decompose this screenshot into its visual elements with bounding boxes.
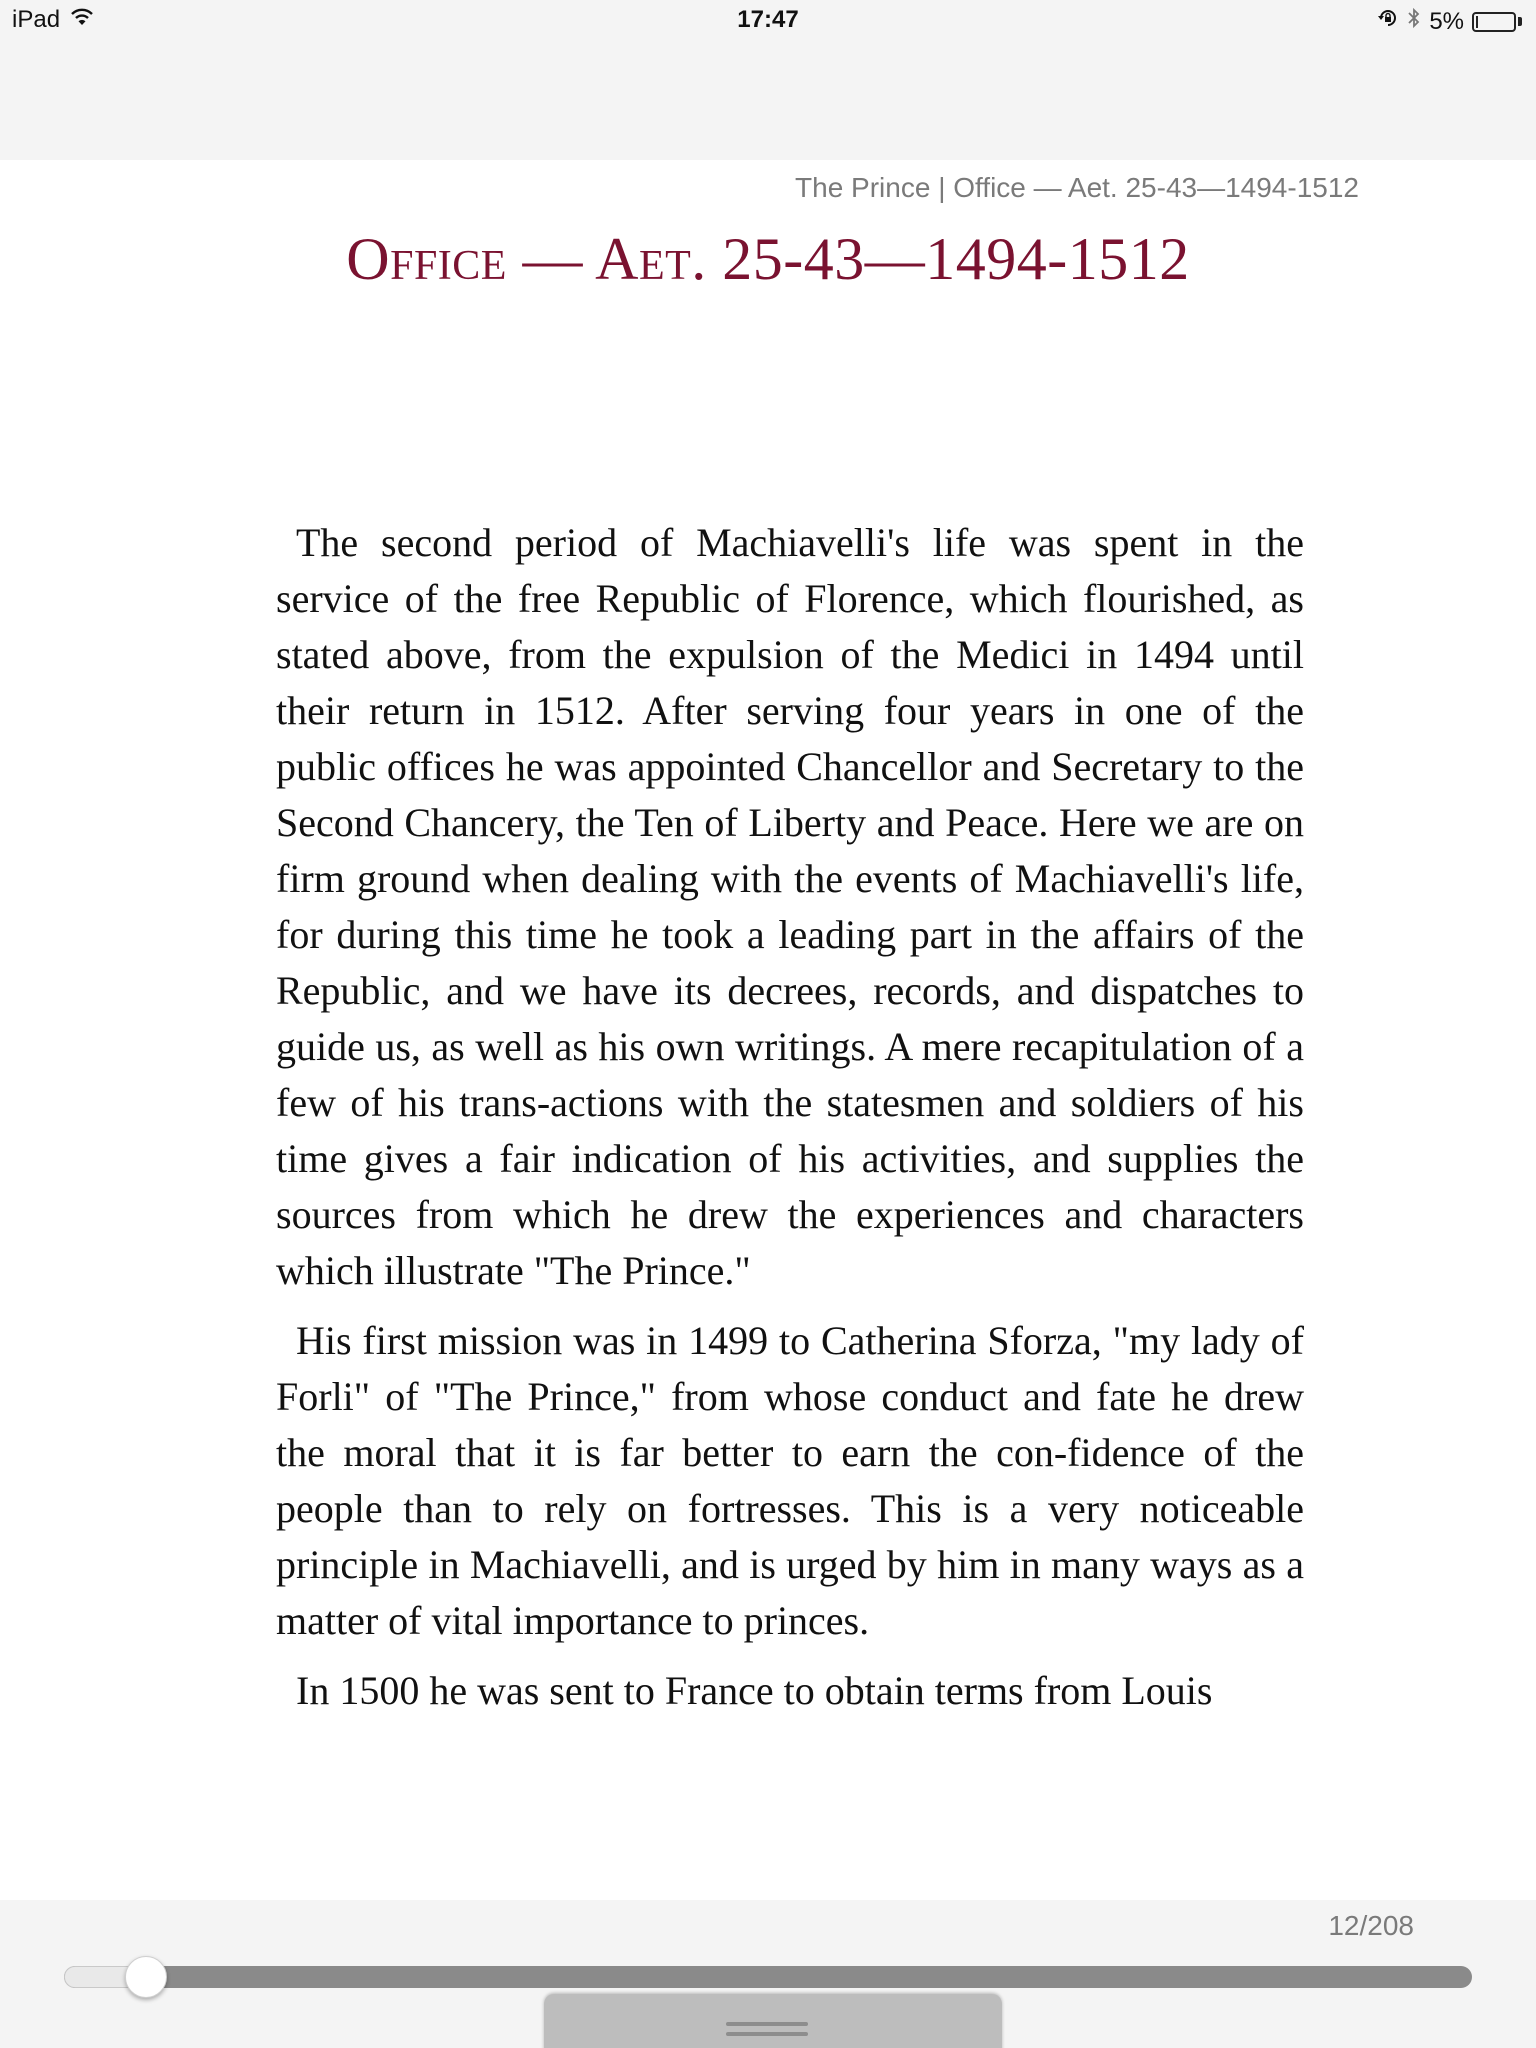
grip-icon	[726, 2032, 808, 2036]
page-indicator: 12/208	[1328, 1910, 1414, 1941]
status-right	[1377, 6, 1522, 37]
drawer-handle[interactable]	[544, 1994, 1002, 2048]
status-bar	[0, 0, 1536, 44]
page-body	[276, 515, 1304, 1733]
paragraph: The second period of Machiavelli's life was spent in the service of the free Republic of Florence, which flourished, as stated above, from the expulsion of the Medici in 1494 until their return in 1512. After serving four years in one of the public offices he was appointed Chancellor and Secretary to the Second Chancery, the Ten of Liberty and Peace. Here we are on firm ground when dealing with the events of Machiavelli's life, for during this time he took a leading part in the affairs of the Republic, and we have its decrees, records, and dispatches to guide us, as well as his own writings. A mere recapitulation of a few of his trans-actions with the statesmen and soldiers of his time gives a fair indication of his activities, and supplies the sources from which he drew the experiences and characters which illustrate "The Prince."	[276, 520, 1304, 1293]
battery-percent: 5%	[1429, 7, 1464, 35]
page-scrubber[interactable]	[64, 1966, 1472, 1988]
battery-icon	[1472, 12, 1516, 32]
scrubber-thumb[interactable]	[125, 1956, 167, 1998]
clock: 17:47	[737, 6, 799, 33]
grip-icon	[726, 2022, 808, 2026]
paragraph: His first mission was in 1499 to Catherina Sforza, "my lady of Forli" of "The Prince," from whose conduct and fate he drew the moral that it is far better to earn the con-fidence of the people than to rely on fortresses. This is a very noticeable principle in Machiavelli, and is urged by him in many ways as a matter of vital importance to princes.	[276, 1318, 1304, 1643]
device-name: iPad	[12, 6, 61, 33]
bluetooth-icon	[1407, 6, 1421, 37]
chapter-title: Office — Aet. 25-43—1494-1512	[346, 226, 1190, 292]
battery-tip	[1518, 17, 1522, 26]
paragraph: In 1500 he was sent to France to obtain terms from Louis	[296, 1668, 1213, 1713]
battery-level	[1476, 16, 1478, 28]
rotation-lock-icon	[1377, 7, 1399, 36]
running-header: The Prince | Office — Aet. 25-43—1494-1512	[795, 172, 1359, 203]
top-toolbar	[0, 0, 1536, 160]
